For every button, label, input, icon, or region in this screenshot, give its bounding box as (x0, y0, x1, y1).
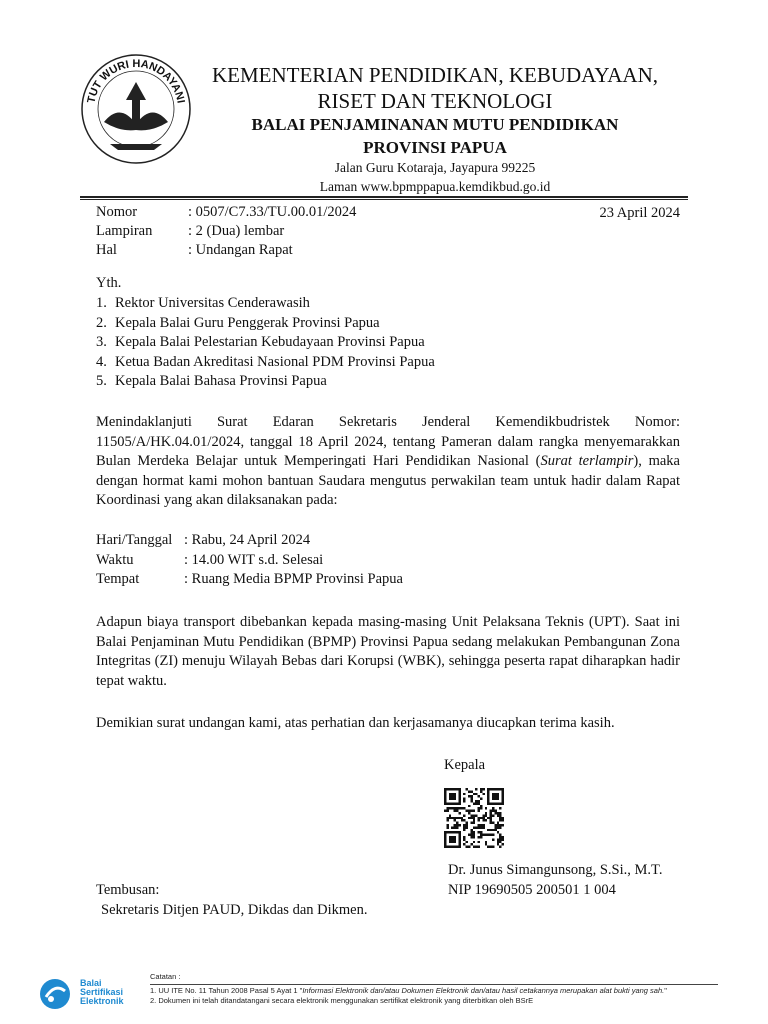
letter-date: 23 April 2024 (599, 205, 680, 221)
address: Jalan Guru Kotaraja, Jayapura 99225 (334, 160, 536, 175)
tembusan-item: Sekretaris Ditjen PAUD, Dikdas dan Dikmen. (101, 902, 368, 918)
footer-notes (150, 972, 667, 1006)
qr-code (444, 788, 504, 848)
balai-line2: PROVINSI PAPUA (363, 138, 507, 157)
hal-value: : Undangan Rapat (188, 242, 293, 258)
hari-value: : Rabu, 24 April 2024 (184, 532, 311, 548)
recipient-text: Kepala Balai Bahasa Provinsi Papua (115, 373, 327, 389)
bsre-line3: Elektronik (80, 996, 124, 1006)
recipient-item (96, 353, 680, 373)
hari-label: Hari/Tanggal (96, 532, 173, 548)
lampiran-value: : 2 (Dua) lembar (188, 223, 285, 239)
recipient-number: 2. (96, 314, 107, 331)
bsre-logo-icon (38, 977, 72, 1011)
recipient-item (96, 372, 680, 392)
signatory-nip: NIP 19690505 200501 1 004 (448, 882, 616, 898)
note-2: 2. Dokumen ini telah ditandatangani secara elektronik menggunakan sertifikat elektronik yang diterbitkan oleh BSrE (150, 996, 534, 1005)
signatory (448, 860, 662, 900)
note-1-italic: Informasi Elektronik dan/atau Dokumen Elektronik dan/atau hasil cetakannya merupakan alat bukti yang sah. (302, 986, 665, 995)
recipient-number: 5. (96, 373, 107, 389)
balai-line1: BALAI PENJAMINANAN MUTU PENDIDIKAN (251, 115, 619, 134)
recipient-item (96, 294, 680, 314)
recipient-number: 4. (96, 353, 107, 370)
website: Laman www.bpmppapua.kemdikbud.go.id (319, 179, 551, 194)
ministry-line2: RISET DAN TEKNOLOGI (317, 89, 553, 113)
header-rule-thin (80, 199, 688, 200)
lampiran-label: Lampiran (96, 223, 153, 239)
recipient-item (96, 333, 680, 353)
note-1-suffix: " (664, 986, 667, 995)
note-1 (150, 986, 667, 996)
recipient-number: 3. (96, 334, 107, 350)
hal-label: Hal (96, 242, 117, 258)
tembusan-label: Tembusan: (96, 882, 160, 898)
waktu-label: Waktu (96, 551, 134, 568)
meeting-schedule (96, 531, 680, 590)
tut-wuri-handayani-logo (80, 52, 192, 166)
bsre-line1: Balai (80, 978, 102, 988)
balai-name (190, 113, 680, 159)
paragraph-3: Demikian surat undangan kami, atas perhatian dan kerjasamanya diucapkan terima kasih. (96, 715, 615, 731)
letter-meta (96, 203, 356, 260)
ministry-name (190, 62, 680, 114)
recipient-list (96, 294, 680, 392)
paragraph-1-text-end: ), maka dengan hormat kami mohon bantuan Saudara mengutus perwakilan team untuk hadir dalam Rapat Koordinasi yang akan dilaksanakan pada: (96, 453, 680, 508)
bsre-name (80, 979, 124, 1006)
paragraph-1-text: Menindaklanjuti Surat Edaran Sekretaris Jenderal Kemendikbudristek Nomor: 11505/A/HK.04.01/2024, tanggal 18 April 2024, tentang Pameran dalam rangka menyemarakkan Bulan Merdeka Belajar untuk Memperingati Hari Pendidikan Nasional ( (96, 414, 680, 469)
recipient-text: Kepala Balai Guru Penggerak Provinsi Papua (115, 314, 380, 331)
recipient-number: 1. (96, 295, 107, 311)
ministry-line1: KEMENTERIAN PENDIDIKAN, KEBUDAYAAN, (211, 63, 659, 87)
paragraph-1-italic: Surat terlampir (540, 453, 634, 469)
recipient-text: Kepala Balai Pelestarian Kebudayaan Provinsi Papua (115, 334, 425, 350)
nomor-label: Nomor (96, 204, 138, 220)
footer-rule (150, 984, 718, 985)
nomor-value: : 0507/C7.33/TU.00.01/2024 (188, 204, 357, 220)
tempat-label: Tempat (96, 571, 140, 587)
catatan-label: Catatan : (150, 972, 181, 981)
tempat-value: : Ruang Media BPMP Provinsi Papua (184, 571, 403, 587)
bsre-line2: Sertifikasi (80, 987, 124, 997)
paragraph-2: Adapun biaya transport dibebankan kepada masing-masing Unit Pelaksana Teknis (UPT). Saat ini Balai Penjaminan Mutu Pendidikan (BPMP) Provinsi Papua sedang melakukan Pembangunan Zona Integritas (ZI) menuju Wilayah Bebas dari Korupsi (WBK), sehingga peserta rapat diharapkan hadir tepat waktu. (96, 614, 680, 689)
address-block (190, 158, 680, 196)
recipient-text: Ketua Badan Akreditasi Nasional PDM Provinsi Papua (115, 353, 435, 370)
waktu-value: : 14.00 WIT s.d. Selesai (184, 551, 324, 568)
note-1-prefix: 1. UU ITE No. 11 Tahun 2008 Pasal 5 Ayat 1 " (150, 986, 303, 995)
signature-title: Kepala (444, 757, 486, 773)
signatory-name: Dr. Junus Simangunsong, S.Si., M.T. (448, 862, 663, 878)
recipient-item (96, 314, 680, 334)
paragraph-1 (96, 413, 680, 511)
header-rule (80, 196, 688, 198)
recipient-text: Rektor Universitas Cenderawasih (115, 295, 310, 311)
logo-motto: TUT WURI HANDAYANI (85, 57, 187, 105)
tembusan (96, 880, 367, 920)
greeting: Yth. (96, 275, 122, 291)
